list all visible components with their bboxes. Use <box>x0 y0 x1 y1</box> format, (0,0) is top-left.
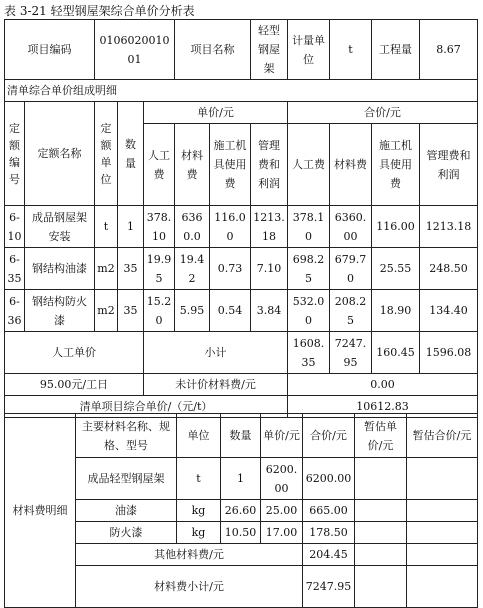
row-total-labor: 532.00 <box>288 290 330 332</box>
code-label: 项目编码 <box>5 20 95 80</box>
mat-total: 665.00 <box>303 500 355 522</box>
row-qty: 1 <box>118 206 144 248</box>
table-row <box>5 290 478 332</box>
other-material-label: 其他材料费/元 <box>76 544 303 566</box>
row-total-machine: 25.55 <box>372 248 420 290</box>
row-unit: t <box>95 206 118 248</box>
row-total-material: 6360.00 <box>330 206 372 248</box>
mat-name: 成品轻型钢屋架 <box>76 458 177 500</box>
qty-label: 工程量 <box>372 20 420 80</box>
qty-value: 8.67 <box>420 20 478 80</box>
material-subtotal-value: 7247.95 <box>303 566 355 608</box>
row-quota-no: 6-35 <box>5 248 25 290</box>
other-material-value: 204.45 <box>303 544 355 566</box>
detail-title: 清单综合单价组成明细 <box>5 80 478 102</box>
row-unit: m2 <box>95 248 118 290</box>
mat-est-total <box>407 458 478 500</box>
unit-label: 计量单位 <box>288 20 330 80</box>
material-row <box>5 522 478 544</box>
row-qty: 35 <box>118 290 144 332</box>
mat-col-est-uprice: 暂估单价/元 <box>355 414 407 458</box>
labor-price-label: 人工单价 <box>5 332 144 374</box>
col-unit-mgmt: 管理费和利润 <box>251 124 288 206</box>
mat-est-total <box>407 500 478 522</box>
name-label: 项目名称 <box>175 20 251 80</box>
row-unit-labor: 15.20 <box>144 290 175 332</box>
mat-unit: kg <box>177 522 221 544</box>
unit-value: t <box>330 20 372 80</box>
row-total-labor: 378.10 <box>288 206 330 248</box>
row-quota-name: 成品钢屋架安装 <box>25 206 95 248</box>
col-total-material: 材料费 <box>330 124 372 206</box>
mat-uprice: 25.00 <box>261 500 303 522</box>
mat-col-total: 合价/元 <box>303 414 355 458</box>
row-unit-machine: 116.00 <box>210 206 251 248</box>
empty-cell <box>355 544 407 566</box>
material-detail-table <box>4 413 478 608</box>
mat-col-est-total: 暂估合价/元 <box>407 414 478 458</box>
col-unit-material: 材料费 <box>175 124 210 206</box>
col-total-labor: 人工费 <box>288 124 330 206</box>
code-value: 010602001001 <box>95 20 175 80</box>
unit-price-group: 单价/元 <box>144 102 288 124</box>
material-row <box>5 500 478 522</box>
row-total-labor: 698.25 <box>288 248 330 290</box>
row-total-machine: 18.90 <box>372 290 420 332</box>
row-unit-labor: 378.10 <box>144 206 175 248</box>
mat-total: 6200.00 <box>303 458 355 500</box>
col-quota-unit: 定额单位 <box>95 102 118 206</box>
table-caption: 表 3-21 轻型钢屋架综合单价分析表 <box>4 4 195 18</box>
mat-unit: kg <box>177 500 221 522</box>
row-unit-mgmt: 1213.18 <box>251 206 288 248</box>
col-quantity: 数量 <box>118 102 144 206</box>
empty-cell <box>355 566 407 608</box>
row-unit-material: 6360.0 <box>175 206 210 248</box>
col-total-machine: 施工机具使用费 <box>372 124 420 206</box>
table-row <box>5 248 478 290</box>
mat-qty: 26.60 <box>221 500 261 522</box>
row-unit: m2 <box>95 290 118 332</box>
row-total-mgmt: 1213.18 <box>420 206 478 248</box>
mat-est-total <box>407 522 478 544</box>
subtotal-material: 7247.95 <box>330 332 372 374</box>
col-unit-labor: 人工费 <box>144 124 175 206</box>
mat-col-name: 主要材料名称、规格、型号 <box>76 414 177 458</box>
mat-unit: t <box>177 458 221 500</box>
row-quota-no: 6-36 <box>5 290 25 332</box>
mat-total: 178.50 <box>303 522 355 544</box>
row-qty: 35 <box>118 248 144 290</box>
total-price-group: 合价/元 <box>288 102 478 124</box>
subtotal-mgmt: 1596.08 <box>420 332 478 374</box>
col-total-mgmt: 管理费和利润 <box>420 124 478 206</box>
row-unit-mgmt: 3.84 <box>251 290 288 332</box>
empty-cell <box>407 544 478 566</box>
mat-col-unit: 单位 <box>177 414 221 458</box>
subtotal-labor: 1608.35 <box>288 332 330 374</box>
mat-uprice: 17.00 <box>261 522 303 544</box>
unpriced-material-label: 未计价材料费/元 <box>144 374 288 396</box>
unit-price-analysis-table <box>4 19 478 418</box>
mat-qty: 10.50 <box>221 522 261 544</box>
row-unit-mgmt: 7.10 <box>251 248 288 290</box>
mat-est-uprice <box>355 458 407 500</box>
mat-est-uprice <box>355 522 407 544</box>
row-total-mgmt: 248.50 <box>420 248 478 290</box>
table-row <box>5 206 478 248</box>
row-quota-name: 钢结构防火漆 <box>25 290 95 332</box>
col-quota-name: 定额名称 <box>25 102 95 206</box>
row-total-mgmt: 134.40 <box>420 290 478 332</box>
row-unit-machine: 0.54 <box>210 290 251 332</box>
unpriced-material-value: 0.00 <box>288 374 478 396</box>
row-unit-labor: 19.95 <box>144 248 175 290</box>
row-unit-machine: 0.73 <box>210 248 251 290</box>
material-row <box>5 458 478 500</box>
row-total-material: 679.70 <box>330 248 372 290</box>
col-unit-machine: 施工机具使用费 <box>210 124 251 206</box>
row-total-material: 208.25 <box>330 290 372 332</box>
mat-name: 油漆 <box>76 500 177 522</box>
row-quota-no: 6-10 <box>5 206 25 248</box>
mat-qty: 1 <box>221 458 261 500</box>
labor-price-value: 95.00元/工日 <box>5 374 144 396</box>
composite-unit-price-value: 10612.83 <box>288 396 478 418</box>
row-unit-material: 19.42 <box>175 248 210 290</box>
material-section-label: 材料费明细 <box>5 414 76 608</box>
row-unit-material: 5.95 <box>175 290 210 332</box>
name-value: 轻型钢屋架 <box>251 20 288 80</box>
row-total-machine: 116.00 <box>372 206 420 248</box>
mat-col-qty: 数量 <box>221 414 261 458</box>
col-quota-no: 定额编号 <box>5 102 25 206</box>
material-subtotal-label: 材料费小计/元 <box>76 566 303 608</box>
subtotal-label: 小计 <box>144 332 288 374</box>
mat-est-uprice <box>355 500 407 522</box>
mat-name: 防火漆 <box>76 522 177 544</box>
empty-cell <box>407 566 478 608</box>
mat-col-uprice: 单价/元 <box>261 414 303 458</box>
composite-unit-price-label: 清单项目综合单价/（元/t） <box>5 396 288 418</box>
row-quota-name: 钢结构油漆 <box>25 248 95 290</box>
mat-uprice: 6200.00 <box>261 458 303 500</box>
subtotal-machine: 160.45 <box>372 332 420 374</box>
